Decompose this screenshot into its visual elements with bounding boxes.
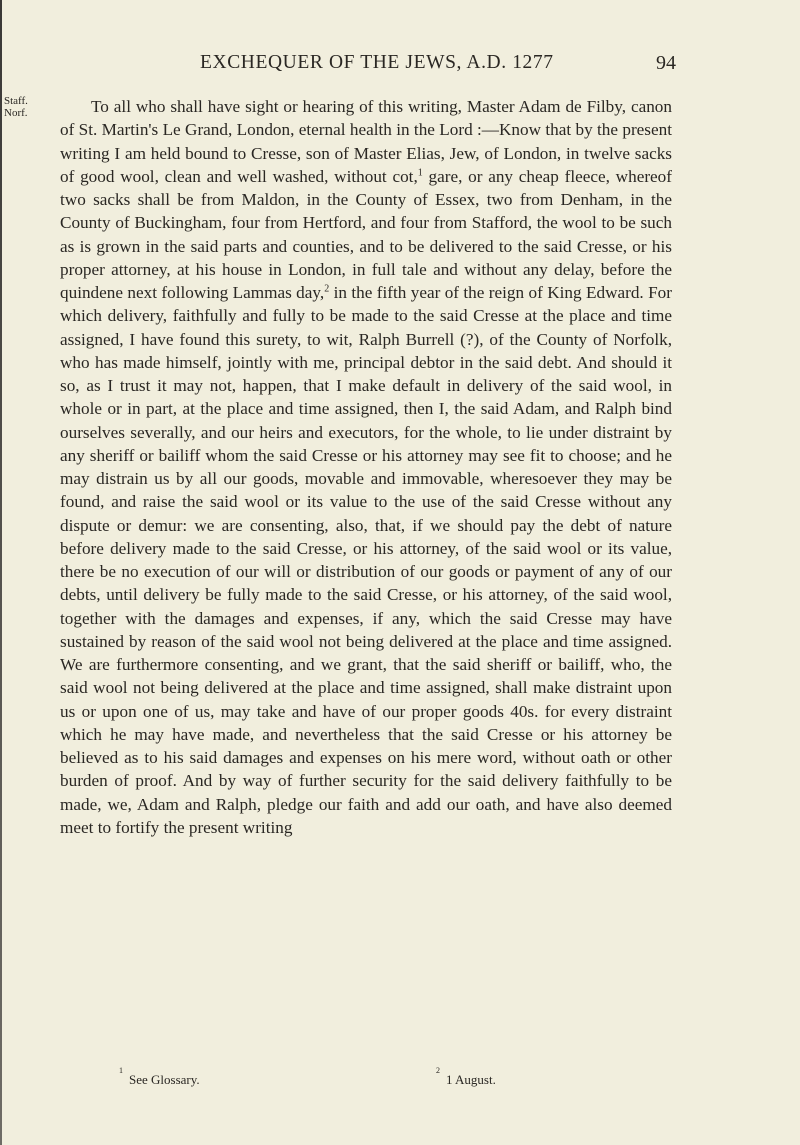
footnote-reference[interactable]: 2 — [324, 283, 330, 295]
page-binding-edge — [0, 0, 2, 1145]
margin-note — [4, 95, 44, 119]
page-number: 94 — [656, 52, 676, 74]
footnote-mark: 2 — [436, 1066, 440, 1075]
footnote-text: 1 August. — [446, 1072, 496, 1087]
footnote-text: See Glossary. — [129, 1072, 200, 1087]
body-text-part: gare, or any cheap fleece, whereof two sacks shall be from Maldon, in the County of Essex, two from Denham, in the County of Buckingham, four from Hertford, and four from Stafford, the wool to be such as is grown in the said parts and counties, and to be delivered to the said Cresse, or his proper attorney, at his house in London, in full tale and without any delay, before the quindene next following Lammas day, — [60, 166, 672, 302]
body-text-part: in the fifth year of the reign of King Edward. For which delivery, faithfully and fully to be made to the said Cresse at the place and time assigned, I have found this surety, to wit, Ralph Burrell (?), of the County of Norfolk, who has made himself, jointly with me, principal debtor in the said debt. And should it so, as I trust it may not, happen, that I make default in delivery of the said wool, in whole or in part, at the place and time assigned, then I, the said Adam, and Ralph bind ourselves severally, and our heirs and executors, for the whole, to lie under distraint by any sheriff or bailiff whom the said Cresse or his attorney may see fit to choose; and he may distrain us by all our goods, movable and immovable, wheresoever they may be found, and raise the said wool or its value to the use of the said Cresse without any dispute or demur: we are consenting, also, that, if we should pay the debt of nature before delivery made to the said Cresse, or his attorney, of the said wool or its value, there be no execution of our will or distribution of our goods or payment of any of our debts, until delivery be fully made to the said Cresse, or his attorney, of the said wool, together with the damages and expenses, if any, which the said Cresse may have sustained by reason of the said wool not being delivered at the place and time assigned. We are furthermore consenting, and we grant, that the said sheriff or bailiff, who, the said wool not being delivered at the place and time assigned, shall make distraint upon us or upon one of us, may take and have of our proper goods 40s. for every distraint which he may have made, and nevertheless that the said Cresse or his attorney be believed as to his said damages and expenses on his mere word, without oath or other burden of proof. And by way of further security for the said delivery faithfully to be made, we, Adam and Ralph, pledge our faith and add our oath, and have also deemed meet to fortify the present writing — [60, 283, 672, 837]
margin-note-line: Norf. — [4, 107, 28, 119]
footnote — [436, 1066, 496, 1088]
margin-note-line: Staff. — [4, 95, 28, 107]
body-text-part: To all who shall have sight or hearing of this writing, Master Adam de Filby, canon of St. Martin's Le Grand, London, eternal health in the Lord :—Know that by the present writing I am held bound to Cresse, son of Master Elias, Jew, of London, in twelve sacks of good wool, clean and well washed, without cot, — [60, 97, 672, 186]
body-paragraph — [60, 95, 672, 839]
running-title: EXCHEQUER OF THE JEWS, A.D. 1277 — [200, 52, 554, 73]
footnote-reference[interactable]: 1 — [417, 167, 423, 179]
footnote-mark: 1 — [119, 1066, 123, 1075]
footnote — [119, 1066, 200, 1088]
